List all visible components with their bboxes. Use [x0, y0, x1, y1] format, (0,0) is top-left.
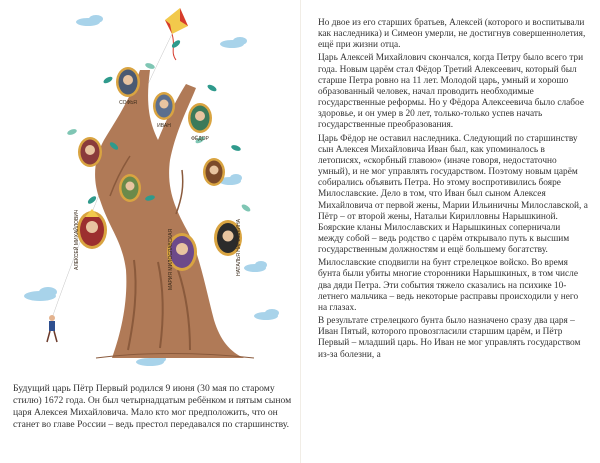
- cloud-icon: [24, 287, 57, 301]
- boy-figure: [47, 315, 57, 342]
- family-tree-illustration: [0, 0, 300, 370]
- portrait-child: [119, 174, 141, 202]
- paragraph-3: Царь Фёдор не оставил наследника. Следующий по старшинству сын Алексея Михайловича Иван был, как упоминалось в летописях, «скорбный главою» (иначе говоря, недостаточно умный), и не мог управлять государством. Поэтому новым царём собирались объявить Петра. Но этому воспротивились бояре Милославские. Дело в том, что Иван был сыном Алексея Михайловича от первой жены, Марии Ильиничны Милославской, а Пётр – от второй жены, Натальи Кирилловны Нарышкиной. Боярские кланы Милославских и Нарышкиных соперничали между собой – ведь родство с царём открывало путь к высшим государственным должностям и ещё большему богатству.: [318, 133, 588, 256]
- portrait-relative-left: [78, 137, 102, 167]
- paragraph-1: Но двое из его старших братьев, Алексей (которого и воспитывали как наследника) и Симеон умерли, не достигнув совершеннолетия, ещё при жизни отца.: [318, 18, 586, 51]
- cloud-icon: [244, 261, 267, 272]
- portrait-alexei-tsar: [72, 209, 107, 270]
- portrait-relative-right: [203, 158, 225, 186]
- portrait-label-alexei-tsar: АЛЕКСЕЙ МИХАЙЛОВИЧ: [74, 209, 80, 270]
- cloud-icon: [220, 37, 247, 48]
- portrait-natalia: [214, 218, 242, 276]
- portrait-label-ivan: ИВАН: [157, 123, 171, 129]
- portrait-sofia: [116, 67, 140, 106]
- page-gutter: [300, 0, 301, 463]
- left-caption: Будущий царь Пётр Первый родился 9 июня (30 мая по старому стилю) 1672 года. Он был четырнадцатым ребёнком и пятым сыном царя Алексея Михайловича. Мало кто мог предположить, что он станет во главе России – ведь престол передавался по старшинству.: [13, 382, 292, 431]
- cloud-icon: [76, 15, 103, 26]
- portrait-label-maria: МАРИЯ МИЛОСЛАВСКАЯ: [168, 228, 174, 290]
- paragraph-4: Милославские сподвигли на бунт стрелецкое войско. Во время бунта были убиты многие сторонники Нарышкиных, в том числе два дяди Петра. Эти события тяжело сказались на психике 10-летнего мальчика – ведь некоторые расправы происходили у него на глазах.: [318, 258, 579, 313]
- portrait-fyodor: [188, 103, 212, 142]
- paragraph-5: В результате стрелецкого бунта было назначено сразу два царя – Иван Пятый, которого провозгласили старшим царём, и Пётр Первый – младший царь. Но Иван не мог управлять государством из-за болезни, а: [318, 316, 581, 360]
- paragraph-2: Царь Алексей Михайлович скончался, когда Петру было всего три года. Новым царём стал Фёдор Третий Алексеевич, который был старше Петра ровно на 11 лет. Молодой царь, умный и хорошо образованный человек, начал проводить необходимые государственные реформы. Но у Фёдора Алексеевича было слабое здоровье, и он умер в 20 лет, только-только успев начать государственные преобразования.: [318, 53, 584, 131]
- right-text-column: [318, 18, 588, 361]
- cloud-icon: [254, 309, 279, 320]
- right-page: [318, 0, 588, 463]
- portrait-label-sofia: СОФЬЯ: [119, 100, 137, 106]
- portrait-label-fyodor: ФЁДОР: [191, 136, 209, 142]
- portrait-label-natalia: НАТАЛЬЯ НАРЫШКИНА: [236, 219, 242, 276]
